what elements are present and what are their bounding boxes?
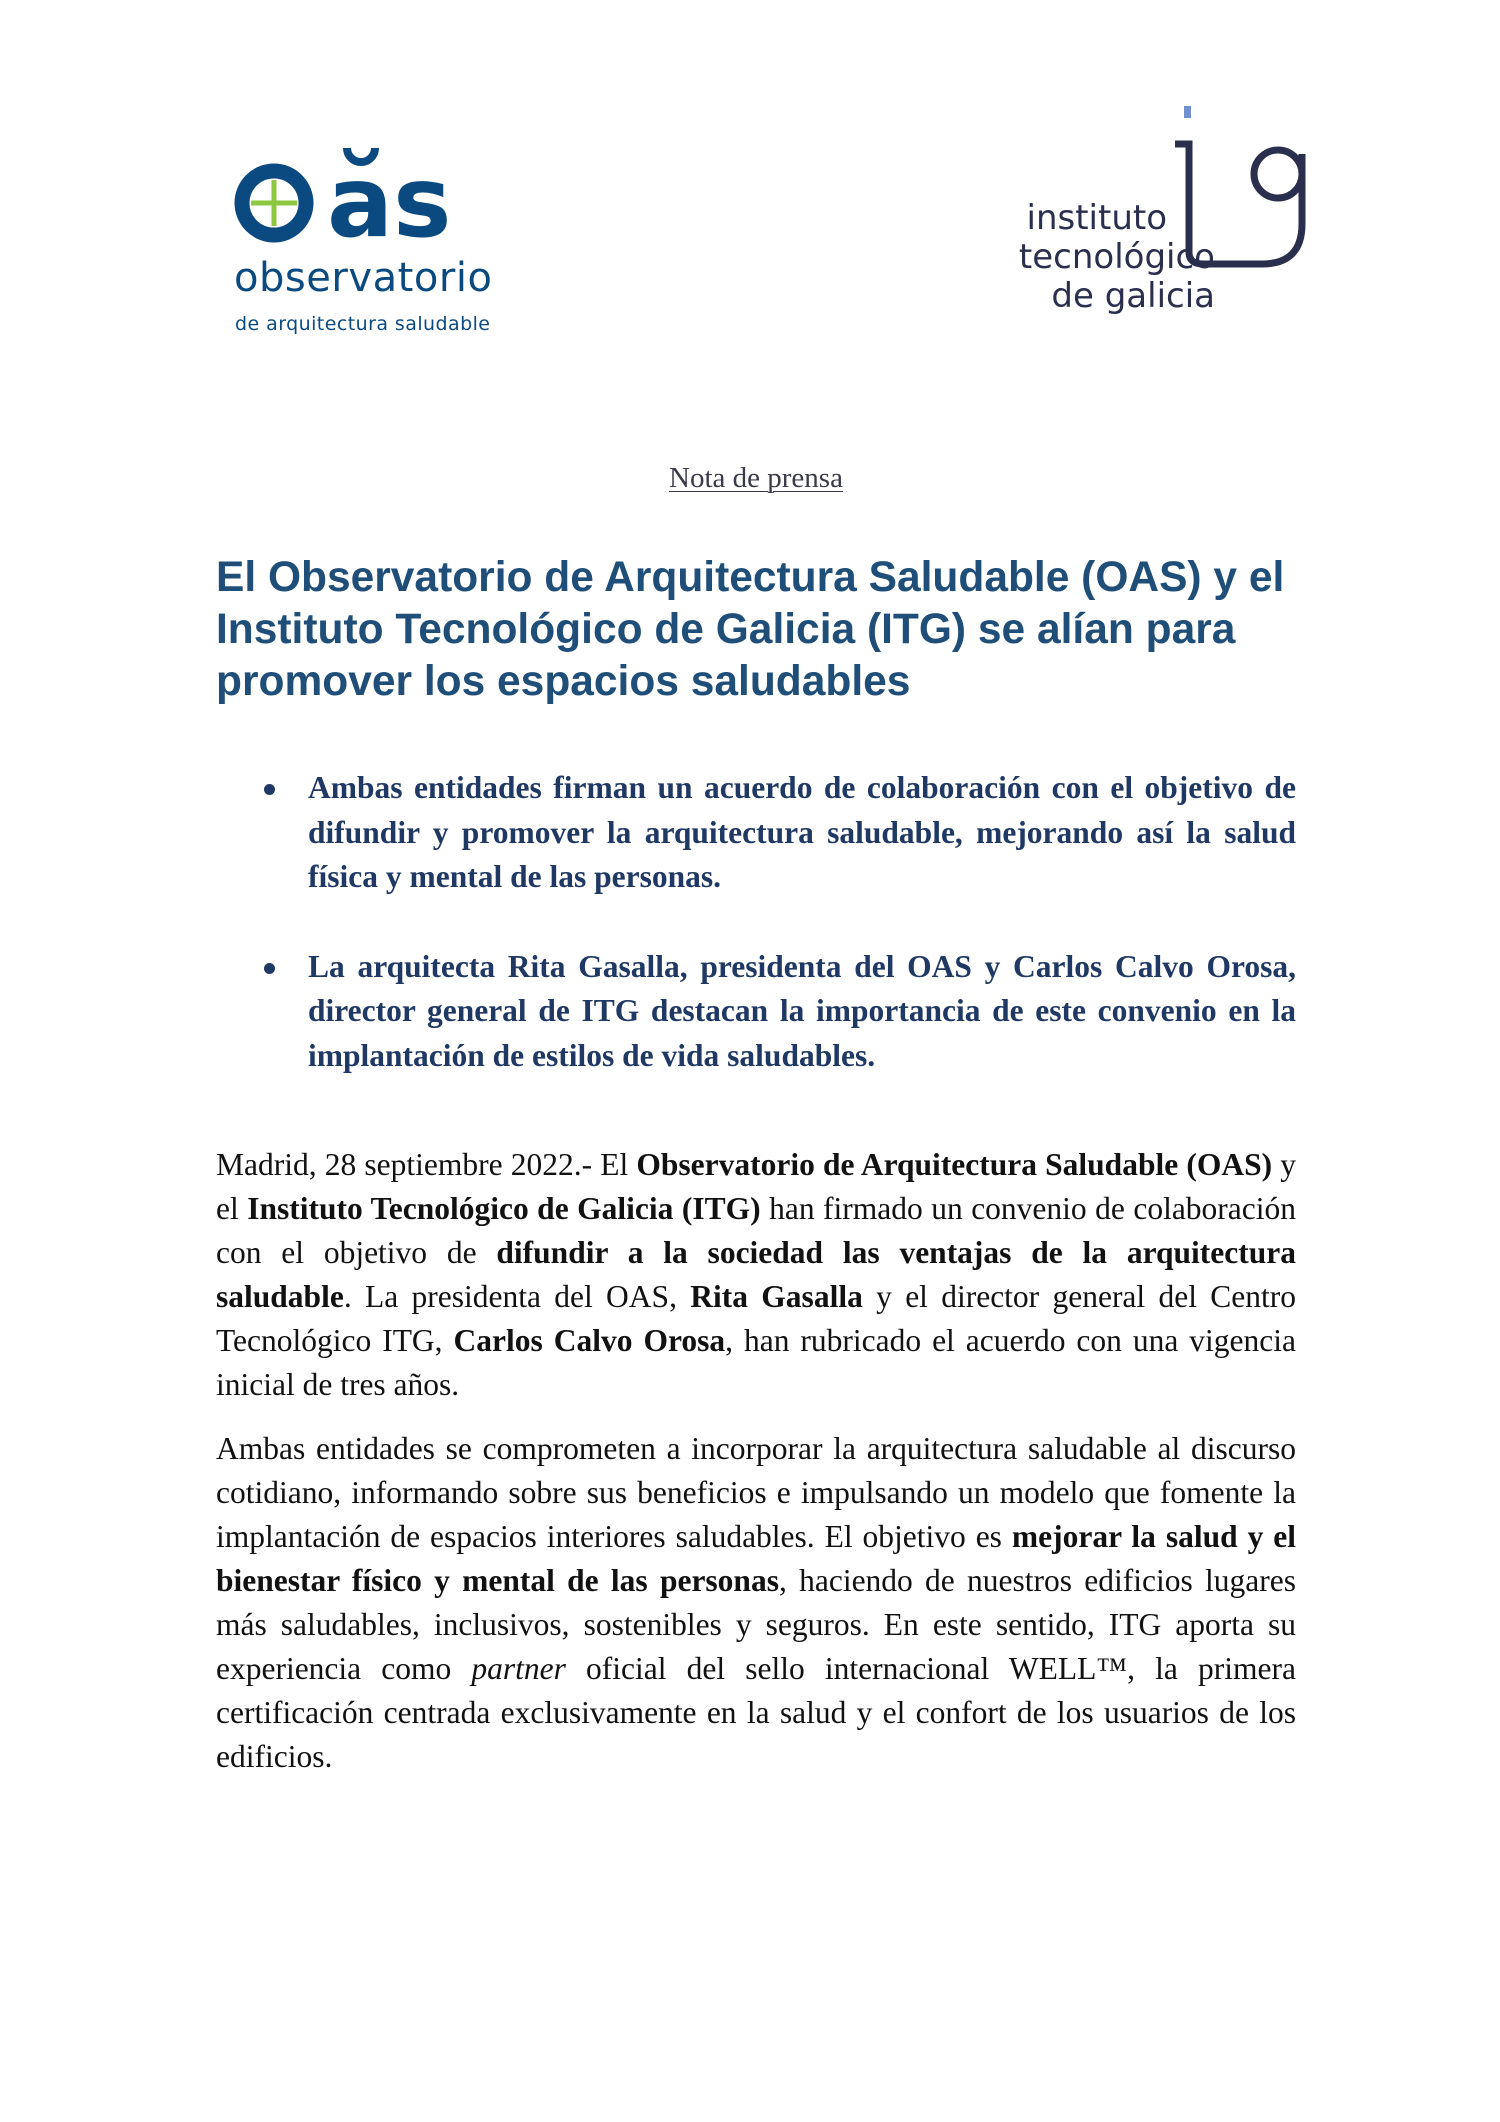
headline: El Observatorio de Arquitectura Saludable (OAS) y el Instituto Tecnológico de Galicia (ITG) se alían para promover los espacios saludables: [216, 554, 1285, 705]
svg-text:as: as: [327, 146, 452, 260]
svg-text:tecnológico: tecnológico: [1018, 237, 1215, 277]
oas-logo: [232, 128, 497, 338]
svg-text:de arquitectura saludable: de arquitectura saludable: [235, 313, 490, 335]
itg-logo: [1015, 104, 1325, 319]
svg-text:de galicia: de galicia: [1051, 276, 1215, 316]
bullet-icon: [264, 963, 275, 974]
bullet-item: [216, 766, 1296, 900]
bullet-text: Ambas entidades firman un acuerdo de colaboración con el objetivo de difundir y promover la arquitectura saludable, mejorando así la salud física y mental de las personas.: [308, 770, 1296, 894]
svg-text:observatorio: observatorio: [234, 255, 492, 301]
svg-text:instituto: instituto: [1026, 198, 1167, 238]
summary-bullets: [216, 766, 1296, 1123]
press-release-label: [0, 462, 1500, 495]
body-paragraph-1: Madrid, 28 septiembre 2022.- El Observatorio de Arquitectura Saludable (OAS) y el Instituto Tecnológico de Galicia (ITG) han firmado un convenio de colaboración con el objetivo de difundir a la sociedad las ventajas de la arquitectura saludable. La presidenta del OAS, Rita Gasalla y el director general del Centro Tecnológico ITG, Carlos Calvo Orosa, han rubricado el acuerdo con una vigencia inicial de tres años.: [216, 1147, 1297, 1402]
press-release-label-text: Nota de prensa: [669, 462, 843, 494]
bullet-icon: [264, 784, 275, 795]
bullet-item: [216, 945, 1296, 1079]
body-paragraph-2: Ambas entidades se comprometen a incorporar la arquitectura saludable al discurso cotidiano, informando sobre sus beneficios e impulsando un modelo que fomente la implantación de espacios interiores saludables. El objetivo es mejorar la salud y el bienestar físico y mental de las personas, haciendo de nuestros edificios lugares más saludables, inclusivos, sostenibles y seguros. En este sentido, ITG aporta su experiencia como partner oficial del sello internacional WELL™, la primera certificación centrada exclusivamente en la salud y el confort de los usuarios de los edificios.: [216, 1431, 1296, 1774]
bullet-text: La arquitecta Rita Gasalla, presidenta del OAS y Carlos Calvo Orosa, director general de ITG destacan la importancia de este convenio en la implantación de estilos de vida saludables.: [308, 948, 1296, 1073]
